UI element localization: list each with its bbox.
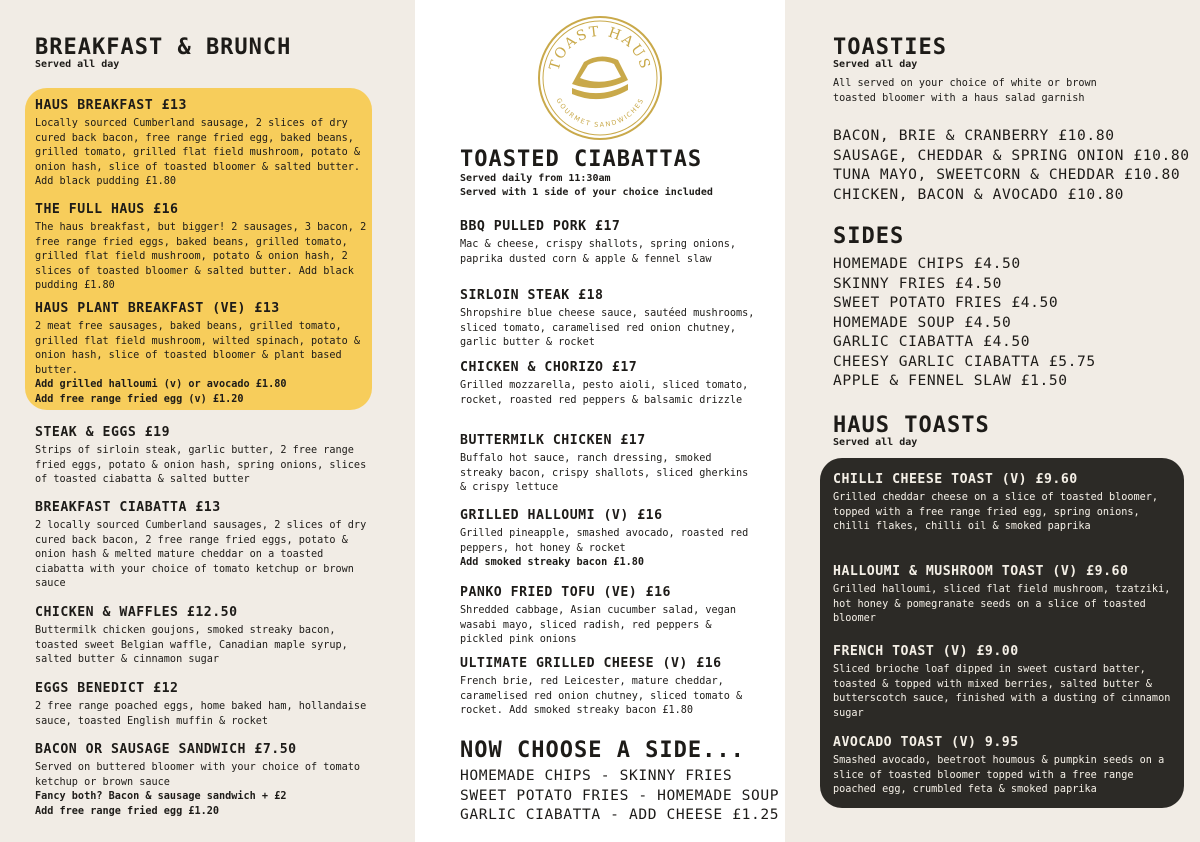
toast-haus-logo	[536, 14, 664, 142]
toastie-item: BACON, BRIE & CRANBERRY £10.80	[833, 127, 1115, 144]
toasties-panel	[785, 0, 1200, 842]
item-name: BREAKFAST CIABATTA £13	[35, 500, 221, 515]
item-description: 2 meat free sausages, baked beans, grilled tomato, grilled flat field mushroom, wilted spinach, potato & onion hash, slice of toasted bloomer & plant based butter.	[35, 321, 361, 376]
sides-list	[833, 254, 1096, 391]
side-options-list	[460, 766, 779, 825]
item-description: Buffalo hot sauce, ranch dressing, smoked streaky bacon, crispy shallots, sliced gherkins & crispy lettuce	[460, 453, 749, 493]
menu-item-halloumi-mushroom-toast	[833, 564, 1173, 627]
menu-item-chicken-chorizo	[460, 360, 760, 408]
item-name: BBQ PULLED PORK £17	[460, 219, 621, 234]
menu-item-eggs-benedict	[35, 681, 375, 729]
side-item: HOMEMADE CHIPS £4.50	[833, 255, 1021, 272]
item-name: CHICKEN & WAFFLES £12.50	[35, 605, 238, 620]
toasties-list	[833, 126, 1190, 204]
side-item: SKINNY FRIES £4.50	[833, 274, 1002, 292]
side-item: SWEET POTATO FRIES £4.50	[833, 294, 1059, 311]
item-name: HALLOUMI & MUSHROOM TOAST (V) £9.60	[833, 564, 1129, 579]
item-description: Smashed avocado, beetroot houmous & pumpkin seeds on a slice of toasted bloomer topped with a free range poached egg, crumbled feta & smoked paprika	[833, 755, 1165, 795]
item-name: FRENCH TOAST (V) £9.00	[833, 644, 1019, 659]
item-name: AVOCADO TOAST (V) 9.95	[833, 735, 1019, 750]
item-description: Strips of sirloin steak, garlic butter, 2 free range fried eggs, potato & onion hash, spring onions, slices of toasted ciabatta & salted butter	[35, 445, 367, 485]
toasties-subtitle: Served all day	[833, 59, 918, 70]
item-name: HAUS BREAKFAST £13	[35, 98, 187, 113]
menu-item-french-toast	[833, 644, 1173, 721]
item-description: Shredded cabbage, Asian cucumber salad, vegan wasabi mayo, sliced radish, red peppers & pickled pink onions	[460, 605, 737, 645]
toastie-item: SAUSAGE, CHEDDAR & SPRING ONION £10.80	[833, 146, 1190, 164]
item-description: Grilled pineapple, smashed avocado, roasted red peppers, hot honey & rocket	[460, 528, 749, 554]
toasties-title: TOASTIES	[833, 35, 947, 60]
menu-item-sirloin-steak	[460, 288, 760, 351]
menu-item-steak-eggs	[35, 425, 375, 488]
item-name: BUTTERMILK CHICKEN £17	[460, 433, 646, 448]
side-item: GARLIC CIABATTA £4.50	[833, 333, 1031, 350]
item-addon: Add free range fried egg (v) £1.20	[35, 393, 244, 405]
svg-text:GOURMET SANDWICHES	[555, 97, 646, 129]
ciabattas-subtitle-hours: Served daily from 11:30am	[460, 173, 611, 184]
menu-item-buttermilk-chicken	[460, 433, 760, 496]
item-description: 2 locally sourced Cumberland sausages, 2 slices of dry cured back bacon, 2 free range fried eggs, potato & onion hash & melted mature cheddar on a toasted ciabatta with your choice of tomato ketchup or brown sauce	[35, 520, 367, 589]
item-name: EGGS BENEDICT £12	[35, 681, 179, 696]
side-option: HOMEMADE CHIPS - SKINNY FRIES	[460, 767, 733, 784]
menu-item-bacon-sausage-sandwich	[35, 742, 375, 819]
item-name: STEAK & EGGS £19	[35, 425, 171, 440]
item-name: CHILLI CHEESE TOAST (V) £9.60	[833, 472, 1078, 487]
item-addon: Add free range fried egg £1.20	[35, 805, 220, 817]
side-option: SWEET POTATO FRIES - HOMEMADE SOUP	[460, 786, 780, 804]
ciabattas-panel	[415, 0, 785, 842]
side-item: CHEESY GARLIC CIABATTA £5.75	[833, 352, 1096, 370]
item-name: ULTIMATE GRILLED CHEESE (V) £16	[460, 656, 722, 671]
item-description: Sliced brioche loaf dipped in sweet custard batter, toasted & topped with mixed berries, salted butter & butterscotch sauce, finished with a dusting of cinnamon sugar	[833, 664, 1171, 719]
breakfast-title: BREAKFAST & BRUNCH	[35, 35, 292, 60]
item-name: CHICKEN & CHORIZO £17	[460, 360, 638, 375]
item-description: Buttermilk chicken goujons, smoked streaky bacon, toasted sweet Belgian waffle, Canadian maple syrup, salted butter & cinnamon sugar	[35, 625, 348, 665]
toastie-item: CHICKEN, BACON & AVOCADO £10.80	[833, 185, 1124, 203]
side-item: HOMEMADE SOUP £4.50	[833, 313, 1012, 331]
menu-item-chicken-waffles	[35, 605, 375, 668]
haus-toasts-title: HAUS TOASTS	[833, 413, 990, 438]
item-description: Locally sourced Cumberland sausage, 2 slices of dry cured back bacon, free range fried egg, baked beans, grilled tomato, grilled flat field mushroom, potato & onion hash, slice of toasted bloomer & salted butter. Add black pudding £1.80	[35, 118, 361, 187]
choose-side-title: NOW CHOOSE A SIDE...	[460, 738, 745, 763]
logo-top-text: TOAST HAUS	[546, 23, 654, 73]
item-description: French brie, red Leicester, mature cheddar, caramelised red onion chutney, sliced tomato & rocket. Add smoked streaky bacon £1.80	[460, 676, 743, 716]
item-description: Grilled mozzarella, pesto aioli, sliced tomato, rocket, roasted red peppers & balsamic drizzle	[460, 380, 749, 406]
item-description: 2 free range poached eggs, home baked ham, hollandaise sauce, toasted English muffin & rocket	[35, 701, 367, 727]
breakfast-subtitle: Served all day	[35, 59, 120, 70]
item-name: GRILLED HALLOUMI (V) £16	[460, 508, 663, 523]
item-name: THE FULL HAUS £16	[35, 202, 179, 217]
item-description: The haus breakfast, but bigger! 2 sausages, 3 bacon, 2 free range fried eggs, baked beans, grilled tomato, grilled flat field mushroom, potato & onion hash, 2 slices of toasted bloomer & salted butter. Add black pudding £1.80	[35, 222, 367, 291]
menu-item-avocado-toast	[833, 735, 1173, 798]
item-name: HAUS PLANT BREAKFAST (VE) £13	[35, 301, 280, 316]
side-item: APPLE & FENNEL SLAW £1.50	[833, 372, 1068, 389]
menu-item-bbq-pulled-pork	[460, 219, 760, 267]
menu-item-breakfast-ciabatta	[35, 500, 375, 592]
menu-item-haus-breakfast	[35, 98, 370, 190]
toastie-icon	[572, 56, 628, 99]
item-name: PANKO FRIED TOFU (VE) £16	[460, 585, 671, 600]
ciabattas-subtitle-side: Served with 1 side of your choice included	[460, 187, 713, 198]
sides-title: SIDES	[833, 224, 905, 249]
item-description: Mac & cheese, crispy shallots, spring onions, paprika dusted corn & apple & fennel slaw	[460, 239, 737, 265]
menu-item-grilled-halloumi	[460, 508, 760, 571]
breakfast-panel	[0, 0, 415, 842]
side-option: GARLIC CIABATTA - ADD CHEESE £1.25	[460, 806, 780, 823]
item-addon: Fancy both? Bacon & sausage sandwich + £2	[35, 791, 287, 802]
ciabattas-title: TOASTED CIABATTAS	[460, 147, 703, 172]
item-name: SIRLOIN STEAK £18	[460, 288, 604, 303]
item-description: Served on buttered bloomer with your choice of tomato ketchup or brown sauce	[35, 762, 361, 788]
menu-item-chilli-cheese-toast	[833, 472, 1173, 535]
toastie-item: TUNA MAYO, SWEETCORN & CHEDDAR £10.80	[833, 166, 1181, 183]
item-description: Grilled halloumi, sliced flat field mushroom, tzatziki, hot honey & pomegranate seeds on a slice of toasted bloomer	[833, 584, 1171, 624]
item-description: Shropshire blue cheese sauce, sautéed mushrooms, sliced tomato, caramelised red onion chutney, garlic butter & rocket	[460, 308, 755, 348]
menu-item-full-haus	[35, 202, 370, 294]
haus-toasts-subtitle: Served all day	[833, 437, 918, 448]
menu-item-ultimate-grilled-cheese	[460, 656, 760, 719]
logo-bottom-text: GOURMET SANDWICHES	[554, 96, 646, 129]
item-addon: Add grilled halloumi (v) or avocado £1.80	[35, 379, 287, 390]
item-name: BACON OR SAUSAGE SANDWICH £7.50	[35, 742, 297, 757]
toasties-description: All served on your choice of white or brown toasted bloomer with a haus salad garnish	[833, 78, 1097, 104]
item-description: Grilled cheddar cheese on a slice of toasted bloomer, topped with a free range fried egg, spring onions, chilli flakes, chilli oil & smoked paprika	[833, 492, 1159, 532]
item-addon: Add smoked streaky bacon £1.80	[460, 557, 645, 568]
menu-item-panko-fried-tofu	[460, 585, 760, 648]
haus-toasts-box	[820, 458, 1184, 808]
menu-item-haus-plant-breakfast	[35, 301, 370, 407]
